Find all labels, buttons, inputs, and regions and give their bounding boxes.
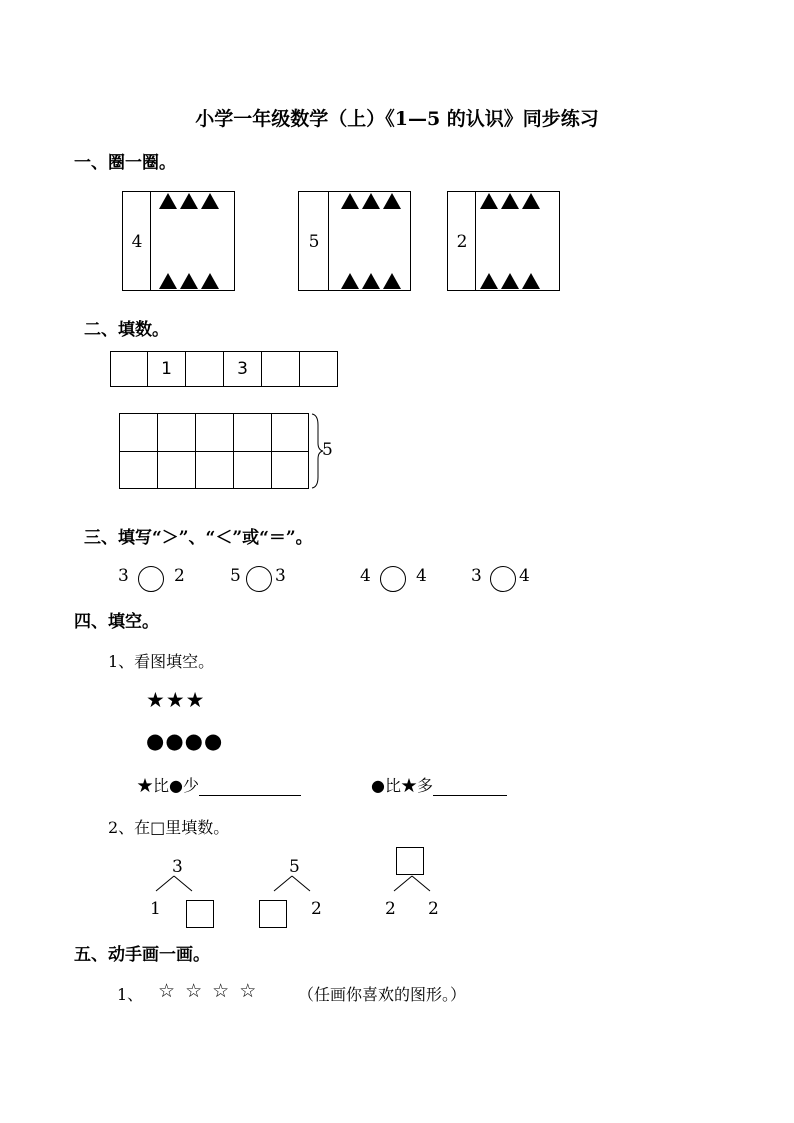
dot-row: ●●●● [146,729,224,753]
compare-left: 3 [118,566,129,586]
number-cell[interactable]: 3 [224,351,262,387]
number-row [110,351,338,387]
answer-blank[interactable] [433,777,507,796]
tree-right-number: 2 [428,899,439,919]
triangle-icon [362,273,380,289]
box-number: 5 [308,232,320,252]
tree-left-number: 2 [385,899,396,919]
draw-instruction-note: （任画你喜欢的图形。） [298,985,467,1004]
compare-left: 5 [230,566,241,586]
triangle-icon [383,193,401,209]
tree-branches [154,875,194,893]
triangle-row-top [480,193,540,209]
number-cell[interactable] [110,351,148,387]
page-title: 小学一年级数学（上）《1—5 的认识》同步练习 [195,108,599,130]
number-column [123,192,151,290]
triangle-icon [383,273,401,289]
circle-box-2[interactable] [298,191,411,291]
number-column [299,192,329,290]
tree-top-number: 5 [289,857,300,877]
answer-blank[interactable] [199,777,301,796]
number-cell[interactable]: 1 [148,351,186,387]
fill-blank-1-text: ★比●少 [137,776,199,795]
compare-left: 4 [360,566,371,586]
box-number: 4 [131,232,143,252]
triangle-icon [180,273,198,289]
compare-right: 4 [519,566,530,586]
box-number: 2 [456,232,468,252]
section-2-heading: 二、填数。 [84,320,169,340]
tree-branches [392,875,432,893]
section-4-heading: 四、填空。 [74,612,159,632]
triangle-icon [362,193,380,209]
number-column [448,192,476,290]
question-2-label: 2、在□里填数。 [108,818,230,837]
triangle-row-bottom [159,273,219,289]
compare-circle[interactable] [246,566,272,592]
section-3-heading: 三、填写“＞”、“＜”或“＝”。 [84,528,313,548]
brace-label: 5 [322,440,333,460]
outline-star-row: ☆ ☆ ☆ ☆ [158,980,257,1002]
circle-box-1[interactable] [122,191,235,291]
answer-square[interactable] [259,900,287,928]
triangle-icon [501,193,519,209]
triangle-row-bottom [341,273,401,289]
grid-divider [120,451,308,452]
grid-divider [233,414,234,488]
answer-square[interactable] [396,847,424,875]
triangle-row-top [341,193,401,209]
triangle-row-top [159,193,219,209]
fill-blank-2 [371,773,507,796]
grid-divider [157,414,158,488]
compare-circle[interactable] [138,566,164,592]
ten-frame-grid [119,413,309,489]
tree-right-number: 2 [311,899,322,919]
compare-left: 3 [471,566,482,586]
number-cell[interactable] [186,351,224,387]
tree-left-number: 1 [150,899,161,919]
number-cell[interactable] [300,351,338,387]
triangle-icon [480,193,498,209]
compare-right: 4 [416,566,427,586]
fill-blank-2-text: ●比★多 [371,776,433,795]
grid-divider [195,414,196,488]
number-cell[interactable] [262,351,300,387]
tree-branches [272,875,312,893]
compare-right: 2 [174,566,185,586]
triangle-icon [341,273,359,289]
star-row: ★★★ [146,688,206,712]
triangle-row-bottom [480,273,540,289]
triangle-icon [522,273,540,289]
triangle-icon [159,273,177,289]
triangle-icon [201,273,219,289]
compare-right: 3 [275,566,286,586]
triangle-icon [201,193,219,209]
grid-divider [271,414,272,488]
triangle-icon [501,273,519,289]
tree-top-number: 3 [172,857,183,877]
triangle-icon [180,193,198,209]
fill-blank-1 [137,773,301,796]
question-1-label: 1、看图填空。 [108,652,215,671]
answer-square[interactable] [186,900,214,928]
section-1-heading: 一、圈一圈。 [74,153,176,173]
circle-box-3[interactable] [447,191,560,291]
triangle-icon [341,193,359,209]
draw-question-number: 1、 [117,985,144,1004]
triangle-icon [522,193,540,209]
triangle-icon [480,273,498,289]
compare-circle[interactable] [490,566,516,592]
triangle-icon [159,193,177,209]
compare-circle[interactable] [380,566,406,592]
section-5-heading: 五、动手画一画。 [74,945,210,965]
